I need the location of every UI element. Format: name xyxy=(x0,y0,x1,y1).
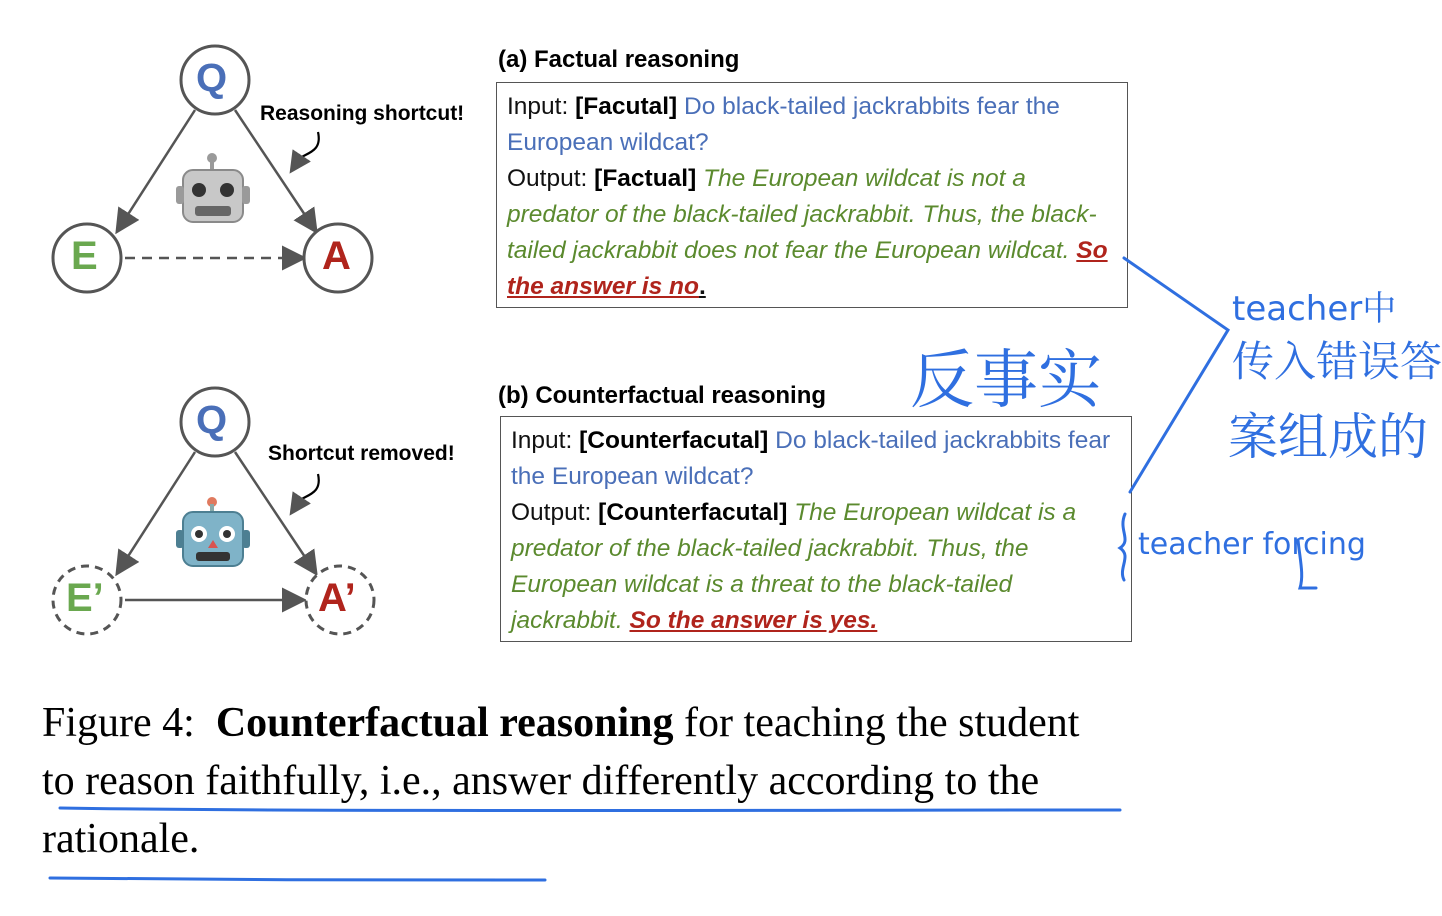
output-label: Output: xyxy=(511,499,592,526)
caption-bold: Counterfactual reasoning xyxy=(215,700,674,746)
final-answer: So the answer is yes. xyxy=(629,607,878,634)
input-label: Input: xyxy=(507,93,569,120)
note-teacher-line3: 案组成的 xyxy=(1228,408,1428,466)
diagram-factual xyxy=(0,40,490,360)
input-tag: [Counterfacutal] xyxy=(579,427,769,454)
note-counterfactual: 反事实 xyxy=(910,344,1102,418)
rationale-text: The European wildcat is a predator of the black-tailed jackrabbit. Thus, the European wildcat is a threat to the black-tailed jackrabbit. xyxy=(511,499,1077,634)
output-tag: [Counterfacutal] xyxy=(598,499,788,526)
node-a-prime-label: A’ xyxy=(318,576,356,620)
node-a-label: A xyxy=(322,234,351,278)
output-label: Output: xyxy=(507,165,588,192)
note-teacher-line2: 传入错误答 xyxy=(1232,337,1442,386)
node-e-label: E xyxy=(71,234,98,278)
question-text: Do black-tailed jackrabbits fear the European wildcat? xyxy=(507,93,1060,156)
panel-b-box xyxy=(500,416,1132,642)
panel-b-title: (b) Counterfactual reasoning xyxy=(498,382,827,409)
note-teacher-forcing: teacher forcing xyxy=(1138,527,1366,562)
panel-a-box xyxy=(496,82,1128,308)
note-teacher-label: teacher中 xyxy=(1232,289,1397,329)
diagram-counterfactual xyxy=(0,382,490,702)
output-tag: [Factual] xyxy=(594,165,697,192)
robot-face-icon xyxy=(176,497,250,566)
shortcut-removed-annotation: Shortcut removed! xyxy=(268,442,455,465)
rationale-text: The European wildcat is not a predator of the black-tailed jackrabbit. Thus, the black-tailed jackrabbit does not fear the European wildcat. xyxy=(507,165,1097,264)
input-label: Input: xyxy=(511,427,573,454)
final-answer: So the answer is no xyxy=(507,237,1108,300)
caption-prefix: Figure 4: xyxy=(42,700,195,746)
robot-face-icon xyxy=(176,153,250,222)
question-text: Do black-tailed jackrabbits fear the European wildcat? xyxy=(511,427,1111,490)
input-tag: [Facutal] xyxy=(575,93,678,120)
panel-a-title: (a) Factual reasoning xyxy=(498,46,740,73)
caption-text: for teaching the student to reason faithfully, i.e., answer differently according to the rationale. xyxy=(42,700,1080,862)
figure-caption xyxy=(42,694,1122,868)
node-q-label: Q xyxy=(196,398,228,442)
shortcut-annotation: Reasoning shortcut! xyxy=(260,102,465,125)
node-q-label: Q xyxy=(196,56,228,100)
answer-period: . xyxy=(698,273,706,300)
node-e-prime-label: E’ xyxy=(66,576,104,620)
